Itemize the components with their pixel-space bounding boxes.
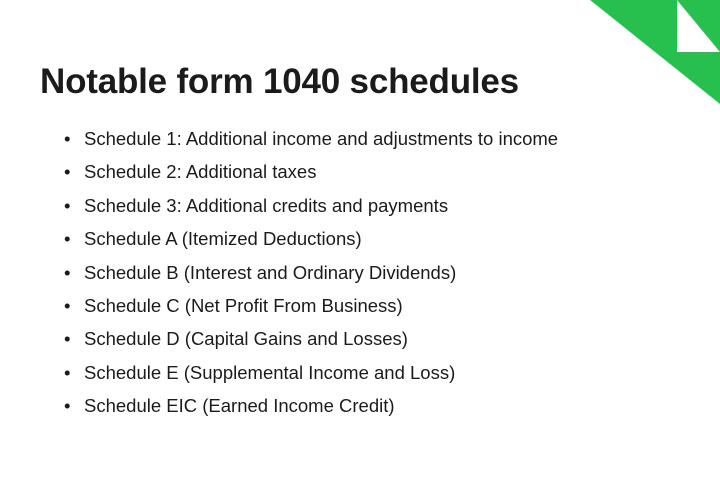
list-item-label: Schedule 1: Additional income and adjustments to income [84, 128, 559, 149]
list-item-label: Schedule D (Capital Gains and Losses) [84, 328, 408, 350]
bullet-marker-icon: • [64, 261, 71, 283]
page-title: Notable form 1040 schedules [40, 62, 519, 102]
schedules-list [60, 122, 680, 423]
list-item [60, 256, 680, 289]
bullet-marker-icon: • [64, 194, 71, 216]
list-item [60, 189, 680, 222]
list-item-label: Schedule EIC (Earned Income Credit) [84, 395, 395, 417]
list-item [60, 222, 680, 255]
bullet-marker-icon: • [64, 361, 71, 383]
list-item-label: Schedule 3: Additional credits and payments [84, 194, 449, 216]
bullet-marker-icon: • [64, 328, 71, 350]
list-item [60, 389, 680, 422]
green-triangles-decoration [590, 0, 720, 104]
bullet-marker-icon: • [64, 128, 71, 149]
list-item [60, 356, 680, 389]
list-item [60, 122, 680, 155]
list-item-label: Schedule C (Net Profit From Business) [84, 295, 403, 317]
bullet-marker-icon: • [64, 161, 71, 183]
list-item [60, 289, 680, 322]
list-item [60, 322, 680, 355]
bullet-marker-icon: • [64, 395, 71, 417]
bullet-marker-icon: • [64, 228, 71, 250]
list-item [60, 155, 680, 188]
bullet-marker-icon: • [64, 295, 71, 317]
list-item-label: Schedule 2: Additional taxes [84, 161, 317, 183]
list-item-label: Schedule E (Supplemental Income and Loss) [84, 361, 456, 383]
list-item-label: Schedule B (Interest and Ordinary Dividends) [84, 261, 457, 283]
list-item-label: Schedule A (Itemized Deductions) [84, 228, 362, 250]
